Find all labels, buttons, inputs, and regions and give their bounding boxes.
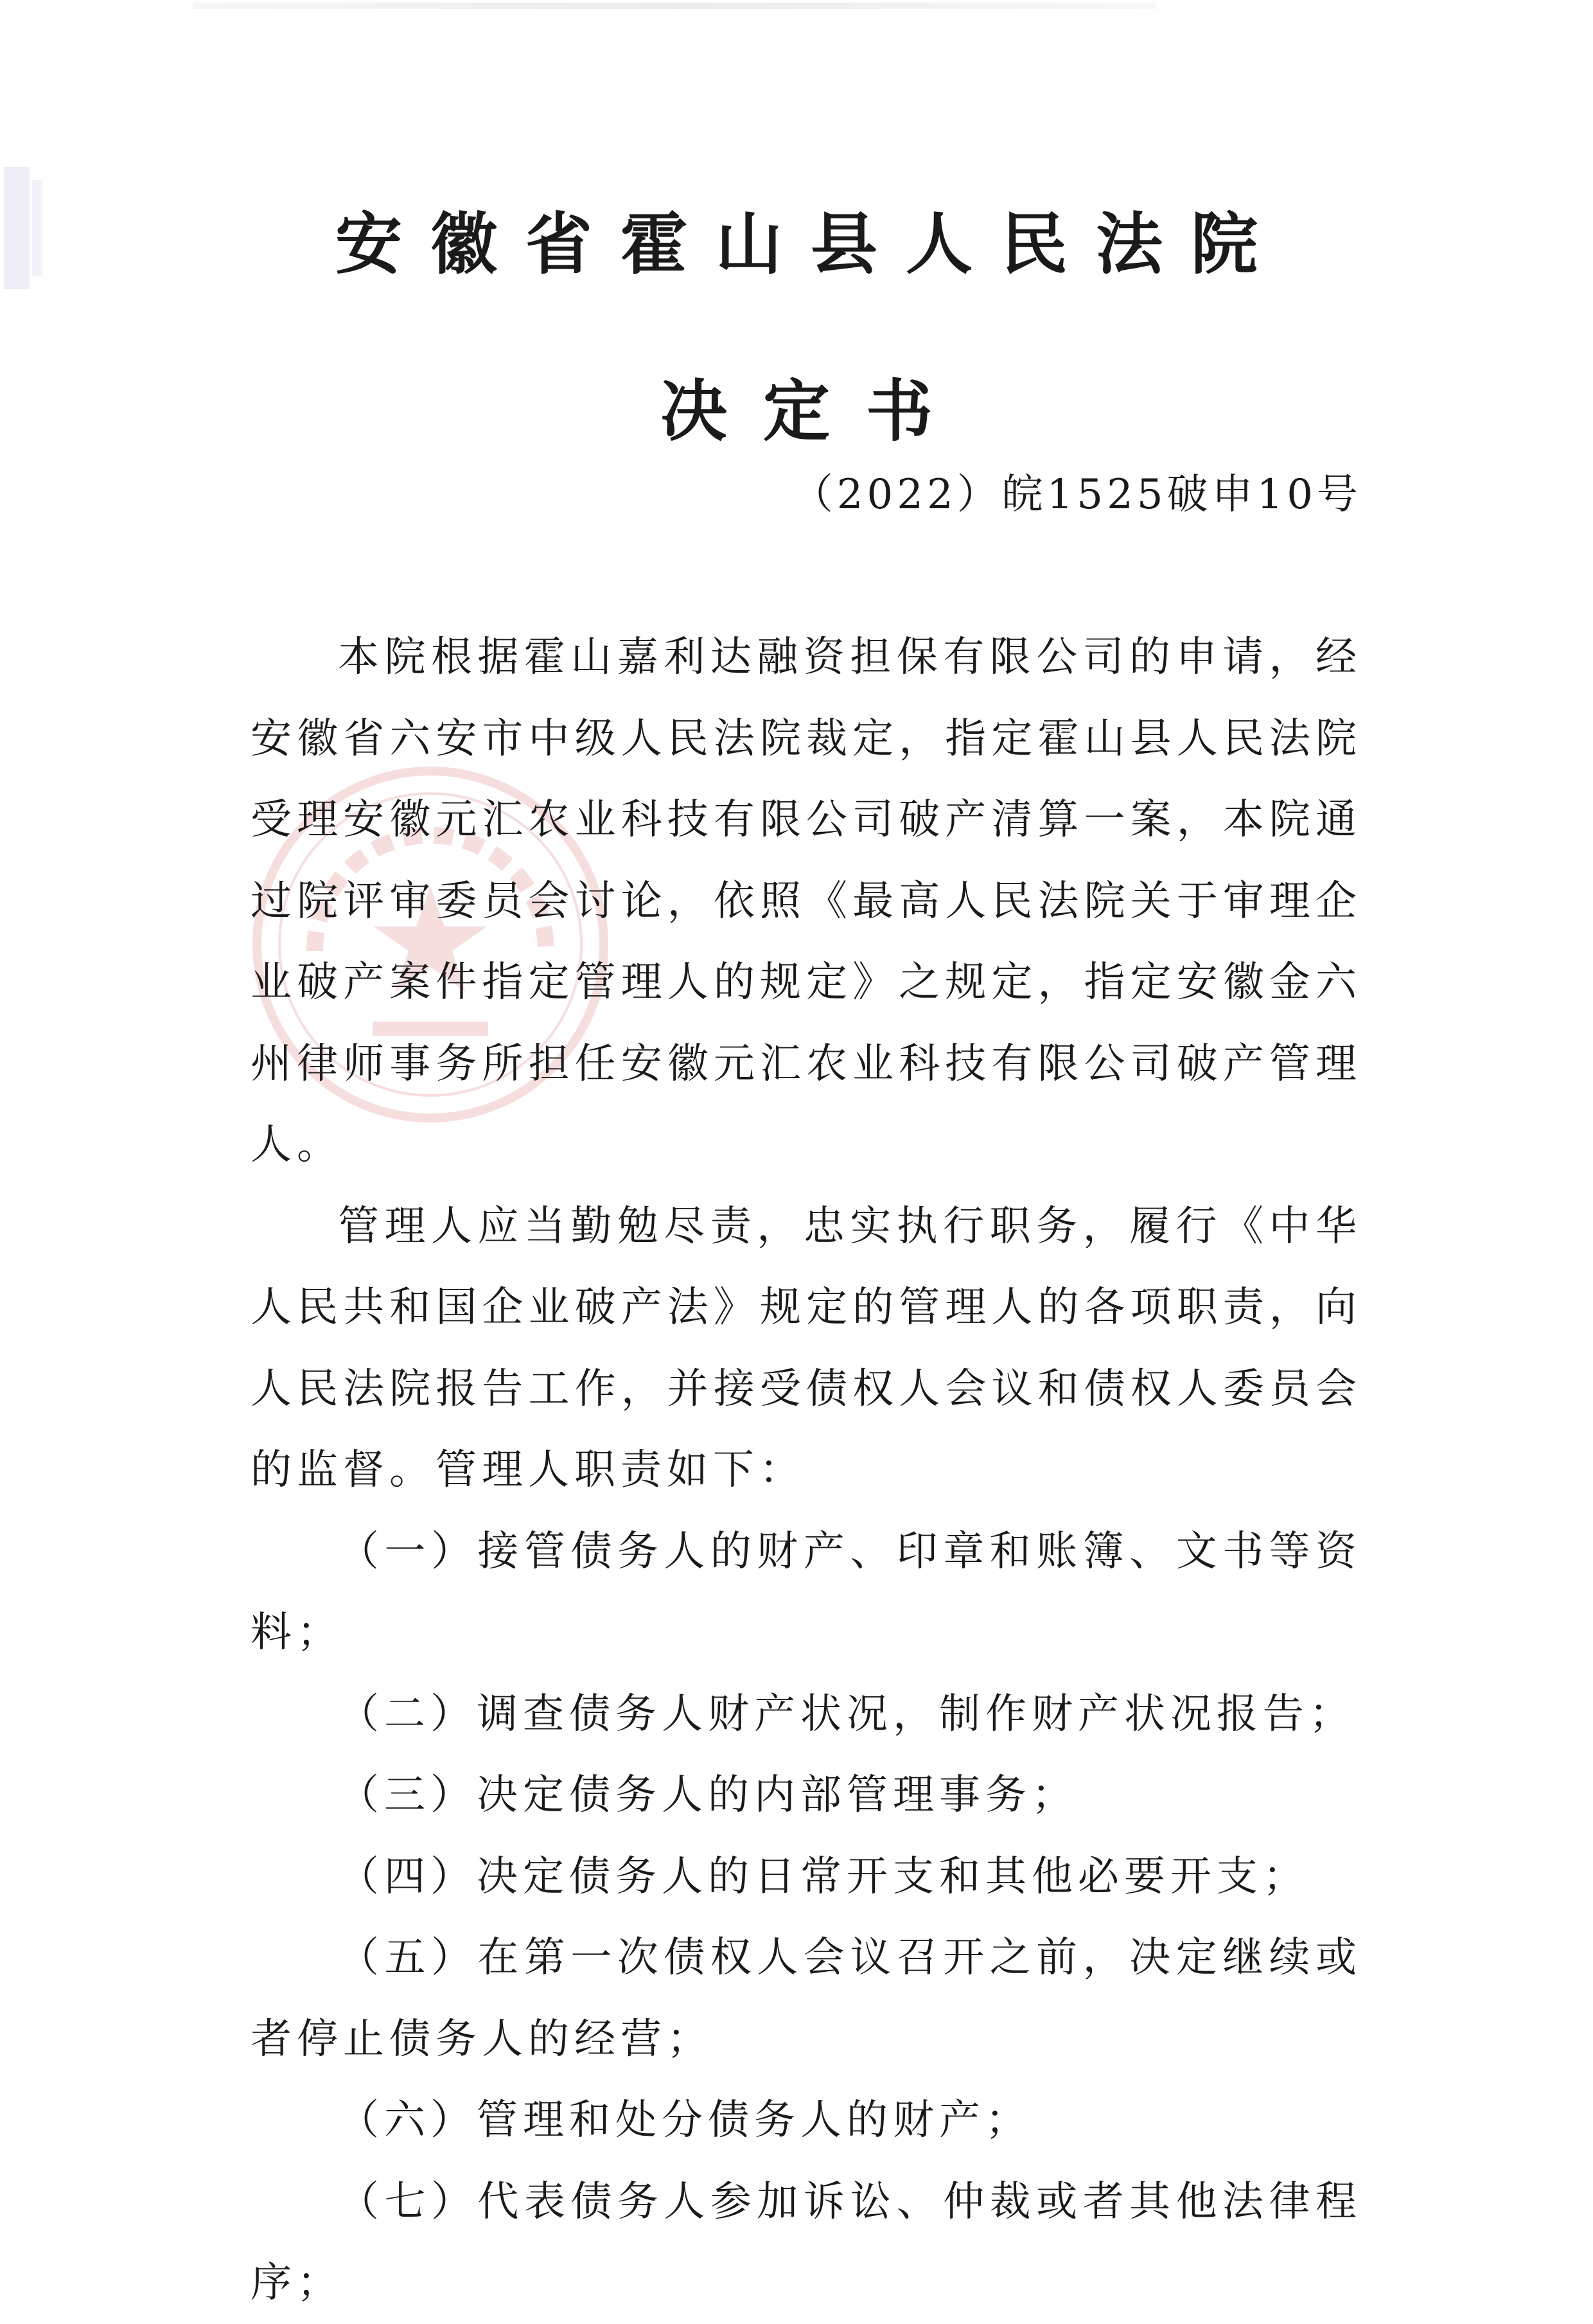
duty-item-5: （五）在第一次债权人会议召开之前，决定继续或者停止债务人的经营；: [251, 1934, 1362, 2063]
document-body: [251, 617, 1362, 2324]
scan-edge-line: [193, 3, 1156, 9]
court-name-heading: 安徽省霍山县人民法院: [335, 204, 1286, 283]
duty-item-6: （六）管理和处分债务人的财产；: [338, 2097, 1032, 2144]
document-type-heading: 决定书: [660, 371, 969, 450]
duty-item-4: （四）决定债务人的日常开支和其他必要开支；: [338, 1852, 1309, 1901]
duty-item-2: （二）调查债务人财产状况，制作财产状况报告；: [338, 1690, 1355, 1738]
duty-item-3: （三）决定债务人的内部管理事务；: [338, 1771, 1078, 1819]
duty-item-7: （七）代表债务人参加诉讼、仲裁或者其他法律程序；: [251, 2178, 1362, 2307]
body-paragraph-1: 本院根据霍山嘉利达融资担保有限公司的申请，经安徽省六安市中级人民法院裁定，指定霍山县人民法院受理安徽元汇农业科技有限公司破产清算一案，本院通过院评审委员会讨论，依照《最高人民法院关于审理企业破产案件指定管理人的规定》之规定，指定安徽金六州律师事务所担任安徽元汇农业科技有限公司破产管理人。: [251, 634, 1362, 1169]
duty-item-1: （一）接管债务人的财产、印章和账簿、文书等资料；: [251, 1527, 1362, 1656]
body-paragraph-2: 管理人应当勤勉尽责，忠实执行职务，履行《中华人民共和国企业破产法》规定的管理人的各项职责，向人民法院报告工作，并接受债权人会议和债权人委员会的监督。管理人职责如下：: [251, 1202, 1362, 1494]
case-number: （2022）皖1525破申10号: [791, 471, 1362, 519]
